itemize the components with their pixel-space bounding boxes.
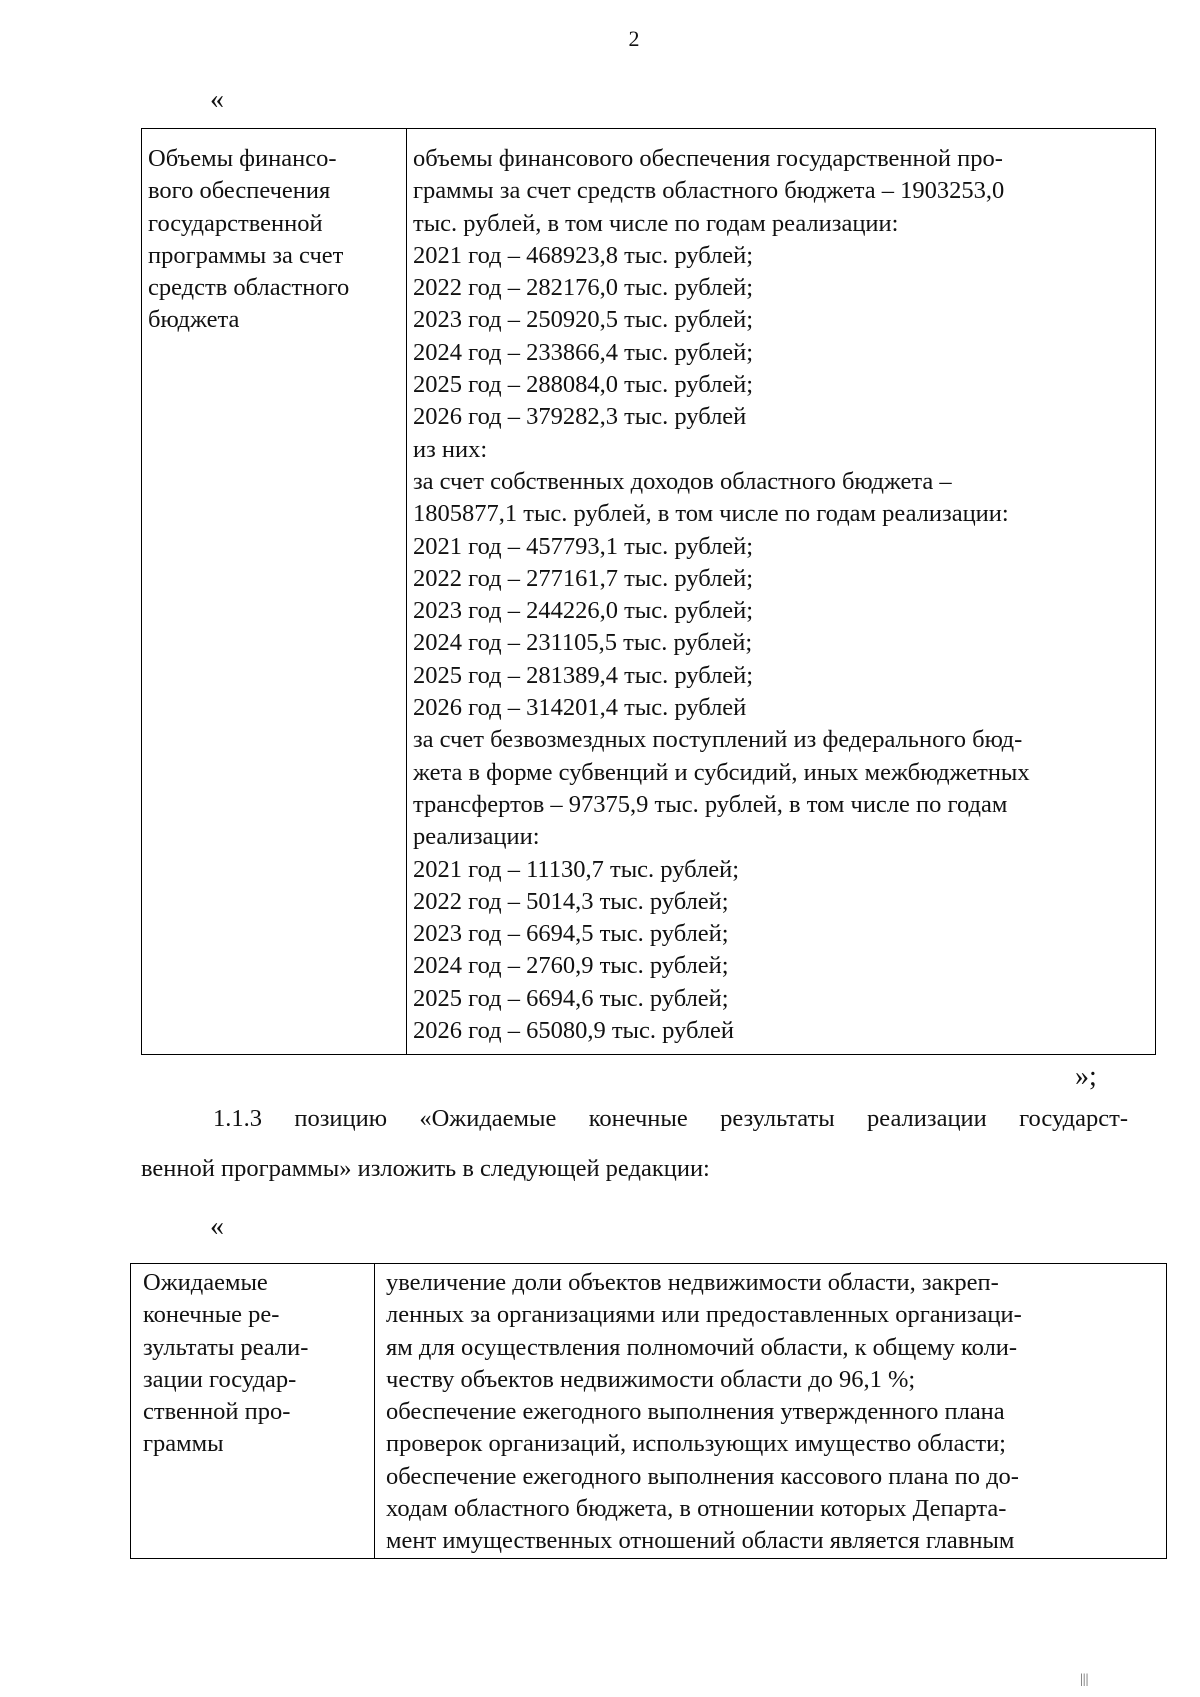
content-line: 2022 год – 277161,7 тыс. рублей; (413, 564, 754, 592)
content-line: объемы финансового обеспечения государственной про- (413, 145, 1003, 172)
results-content-cell (375, 1264, 1167, 1559)
content-line: трансфертов – 97375,9 тыс. рублей, в том числе по годам (413, 790, 1008, 818)
content-line: 2026 год – 314201,4 тыс. рублей (413, 694, 747, 722)
content-line: жета в форме субвенций и субсидий, иных межбюджетных (413, 758, 1030, 786)
content-line: тыс. рублей, в том числе по годам реализации: (413, 209, 899, 237)
content-line: 2024 год – 233866,4 тыс. рублей; (413, 338, 754, 366)
scan-marks: ||| (1080, 1672, 1089, 1687)
label-line: граммы (143, 1430, 224, 1458)
content-line: 2024 год – 231105,5 тыс. рублей; (413, 629, 753, 657)
label-line: Ожидаемые (143, 1269, 268, 1296)
page-number: 2 (628, 26, 640, 51)
content-line: увеличение доли объектов недвижимости области, закреп- (386, 1269, 999, 1296)
paragraph-line: венной программы» изложить в следующей редакции: (141, 1155, 710, 1182)
table-row (131, 1264, 1167, 1559)
content-line: граммы за счет средств областного бюджета – 1903253,0 (413, 177, 1005, 205)
content-line: 2023 год – 250920,5 тыс. рублей; (413, 306, 754, 334)
opening-quote: « (210, 84, 224, 115)
paragraph-line: 1.1.3 позицию «Ожидаемые конечные результаты реализации государст- (213, 1105, 1128, 1132)
label-line: конечные ре- (143, 1301, 280, 1329)
table-row (142, 129, 1156, 1055)
content-line: 2026 год – 379282,3 тыс. рублей (413, 403, 747, 431)
content-line: 1805877,1 тыс. рублей, в том числе по годам реализации: (413, 500, 1009, 528)
content-line: реализации: (413, 823, 540, 851)
label-line: ственной про- (143, 1398, 291, 1426)
label-line: вого обеспечения (148, 177, 331, 205)
results-label-cell (131, 1264, 375, 1559)
content-line: 2024 год – 2760,9 тыс. рублей; (413, 952, 729, 980)
label-line: государственной (148, 209, 323, 237)
content-line: 2022 год – 5014,3 тыс. рублей; (413, 887, 729, 915)
opening-quote: « (210, 1211, 224, 1242)
amendment-paragraph (141, 1094, 1128, 1194)
content-line: 2022 год – 282176,0 тыс. рублей; (413, 274, 754, 302)
funding-label-cell (142, 129, 407, 1055)
content-line: из них: (413, 435, 488, 463)
content-line: 2025 год – 6694,6 тыс. рублей; (413, 984, 729, 1012)
label-line: зультаты реали- (143, 1333, 309, 1361)
funding-content-cell (407, 129, 1156, 1055)
content-line: 2021 год – 457793,1 тыс. рублей; (413, 532, 754, 560)
content-line: за счет собственных доходов областного бюджета – (413, 467, 952, 495)
content-line: мент имущественных отношений области является главным (386, 1527, 1015, 1555)
content-line: обеспечение ежегодного выполнения утвержденного плана (386, 1398, 1005, 1426)
content-line: 2026 год – 65080,9 тыс. рублей (413, 1017, 735, 1045)
content-line: ходам областного бюджета, в отношении которых Департа- (386, 1495, 1007, 1523)
content-line: 2025 год – 281389,4 тыс. рублей; (413, 661, 754, 689)
label-line: программы за счет (148, 241, 344, 269)
content-line: 2023 год – 244226,0 тыс. рублей; (413, 597, 754, 625)
content-line: за счет безвозмездных поступлений из федерального бюд- (413, 726, 1023, 754)
content-line: ленных за организациями или предоставленных организаци- (386, 1301, 1022, 1329)
content-line: 2023 год – 6694,5 тыс. рублей; (413, 920, 729, 948)
closing-quote: »; (1075, 1061, 1097, 1092)
content-line: ям для осуществления полномочий области, к общему коли- (386, 1333, 1018, 1361)
content-line: 2021 год – 468923,8 тыс. рублей; (413, 241, 754, 269)
content-line: проверок организаций, использующих имущество области; (386, 1430, 1006, 1458)
funding-table (141, 128, 1156, 1055)
results-table (130, 1263, 1167, 1559)
label-line: бюджета (148, 306, 240, 334)
content-line: 2021 год – 11130,7 тыс. рублей; (413, 855, 740, 883)
label-line: Объемы финансо- (148, 145, 337, 172)
label-line: средств областного (148, 274, 350, 302)
content-line: обеспечение ежегодного выполнения кассового плана по до- (386, 1462, 1019, 1490)
content-line: 2025 год – 288084,0 тыс. рублей; (413, 371, 754, 399)
content-line: честву объектов недвижимости области до 96,1 %; (386, 1365, 916, 1393)
label-line: зации государ- (143, 1365, 297, 1393)
